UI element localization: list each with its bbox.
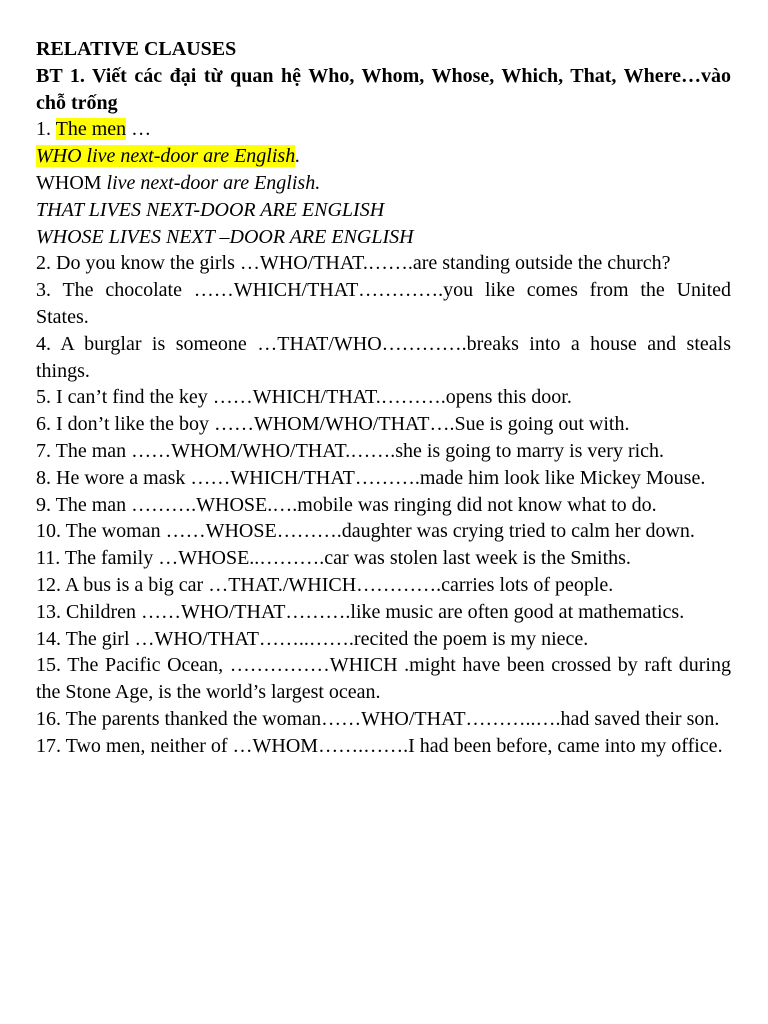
document-title: RELATIVE CLAUSES (36, 38, 237, 60)
exercise-item-10: 10. The woman ……WHOSE……….daughter was crying tried to calm her down. (36, 520, 695, 543)
exercise-item-12: 12. A bus is a big car …THAT./WHICH………….carries lots of people. (36, 573, 614, 596)
item-1-number: 1. (36, 118, 56, 141)
exercise-heading: BT 1. Viết các đại từ quan hệ Who, Whom, Whose, Which, That, Where…vào chỗ trống (36, 64, 731, 114)
exercise-item-11: 11. The family …WHOSE..……….car was stolen last week is the Smiths. (36, 547, 631, 570)
exercise-item-2: 2. Do you know the girls …WHO/THAT.…….are standing outside the church? (36, 252, 671, 275)
item-1-answer-who-suffix: . (295, 145, 301, 168)
exercise-item-13: 13. Children ……WHO/THAT……….like music are often good at mathematics. (36, 600, 685, 623)
exercise-item-3: 3. The chocolate ……WHICH/THAT………….you like comes from the United States. (36, 279, 731, 328)
exercise-item-7: 7. The man ……WHOM/WHO/THAT.…….she is going to marry is very rich. (36, 439, 665, 462)
item-1-answer-whose: WHOSE LIVES NEXT –DOOR ARE ENGLISH (36, 225, 414, 248)
item-1-highlight: The men (55, 118, 127, 141)
item-1-answer-whom (36, 170, 731, 197)
exercise-item-9: 9. The man ……….WHOSE.….mobile was ringing did not know what to do. (36, 493, 657, 516)
exercise-item-16: 16. The parents thanked the woman……WHO/THAT………..….had saved their son. (36, 707, 720, 730)
item-1-answer-who-text: WHO live next-door are English (36, 145, 296, 168)
exercise-item-15: 15. The Pacific Ocean, ……………WHICH .might have been crossed by raft during the Stone Age, is the world’s largest ocean. (36, 654, 731, 704)
item-1 (36, 116, 731, 143)
document-page (36, 36, 731, 760)
exercise-item-5: 5. I can’t find the key ……WHICH/THAT.……….opens this door. (36, 386, 572, 409)
item-1-answer-whom-prefix: WHOM (36, 171, 107, 194)
item-1-answer-who (36, 143, 731, 170)
item-1-tail: … (126, 118, 152, 141)
item-1-answer-that: THAT LIVES NEXT-DOOR ARE ENGLISH (36, 198, 385, 221)
exercise-item-6: 6. I don’t like the boy ……WHOM/WHO/THAT….Sue is going out with. (36, 413, 630, 436)
exercise-item-17: 17. Two men, neither of …WHOM…….…….I had been before, came into my office. (36, 734, 723, 757)
exercise-item-14: 14. The girl …WHO/THAT……..…….recited the poem is my niece. (36, 627, 589, 650)
item-1-answer-whom-text: live next-door are English. (106, 171, 321, 194)
exercise-item-8: 8. He wore a mask ……WHICH/THAT……….made him look like Mickey Mouse. (36, 466, 706, 489)
exercise-item-4: 4. A burglar is someone …THAT/WHO………….breaks into a house and steals things. (36, 332, 731, 382)
